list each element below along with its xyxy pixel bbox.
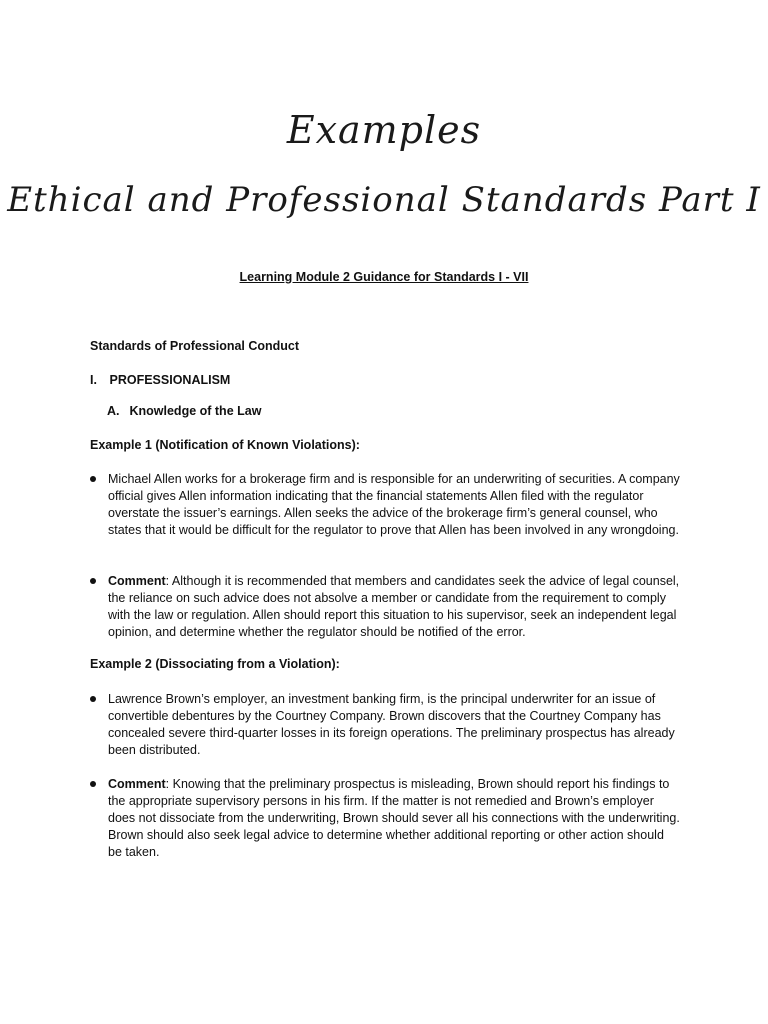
roman-label: PROFESSIONALISM xyxy=(109,373,231,387)
list-item xyxy=(90,691,680,759)
bullet-icon xyxy=(90,476,96,482)
bullet-icon xyxy=(90,578,96,584)
comment-label: Comment xyxy=(108,574,166,588)
comment-text-block xyxy=(108,573,680,641)
list-item xyxy=(90,776,680,861)
section-heading: Standards of Professional Conduct xyxy=(90,339,300,353)
bullet-icon xyxy=(90,696,96,702)
comment-text: : Although it is recommended that members and candidates seek the advice of legal counsel, the reliance on such advice does not absolve a member or candidate from the requirement to comply with the law or regulation. Allen should report this situation to his supervisor, seek an independent legal opinion, and determine whether the regulator should be notified of the error. xyxy=(108,574,680,639)
title-ethical-standards: Ethical and Professional Standards Part I xyxy=(7,180,761,220)
bullet-icon xyxy=(90,781,96,787)
bullet-text: Michael Allen works for a brokerage firm and is responsible for an underwriting of securities. A company official gives Allen information indicating that the financial statements Allen filed with the regulator overstate the issuer’s earnings. Allen seeks the advice of the brokerage firm’s general counsel, who states that it would be difficult for the regulator to prove that Allen has been involved in any wrongdoing. xyxy=(108,472,680,537)
example-1-heading: Example 1 (Notification of Known Violations): xyxy=(90,438,360,452)
sub-heading xyxy=(107,404,261,418)
roman-number: I. xyxy=(90,373,97,387)
comment-text-block xyxy=(108,776,680,861)
bullet-text: Lawrence Brown’s employer, an investment banking firm, is the principal underwriter for an issue of convertible debentures by the Courtney Company. Brown discovers that the Courtney Company has concealed severe third-quarter losses in its foreign operations. The preliminary prospectus has already been distributed. xyxy=(108,692,675,757)
module-subtitle: Learning Module 2 Guidance for Standards I - VII xyxy=(239,270,529,284)
list-item xyxy=(90,573,680,641)
sub-label: Knowledge of the Law xyxy=(129,404,262,418)
comment-text: : Knowing that the preliminary prospectus is misleading, Brown should report his findings to the appropriate supervisory persons in his firm. If the matter is not remedied and Brown’s employer does not dissociate from the underwriting, Brown should sever all his connections with the underwriting. Brown should also seek legal advice to determine whether additional reporting or other action should be taken. xyxy=(108,777,680,859)
example-2-heading: Example 2 (Dissociating from a Violation): xyxy=(90,657,340,671)
roman-heading xyxy=(90,373,230,387)
list-item xyxy=(90,471,680,539)
comment-label: Comment xyxy=(108,777,166,791)
sub-letter: A. xyxy=(107,404,120,418)
title-examples: Examples xyxy=(286,108,482,152)
